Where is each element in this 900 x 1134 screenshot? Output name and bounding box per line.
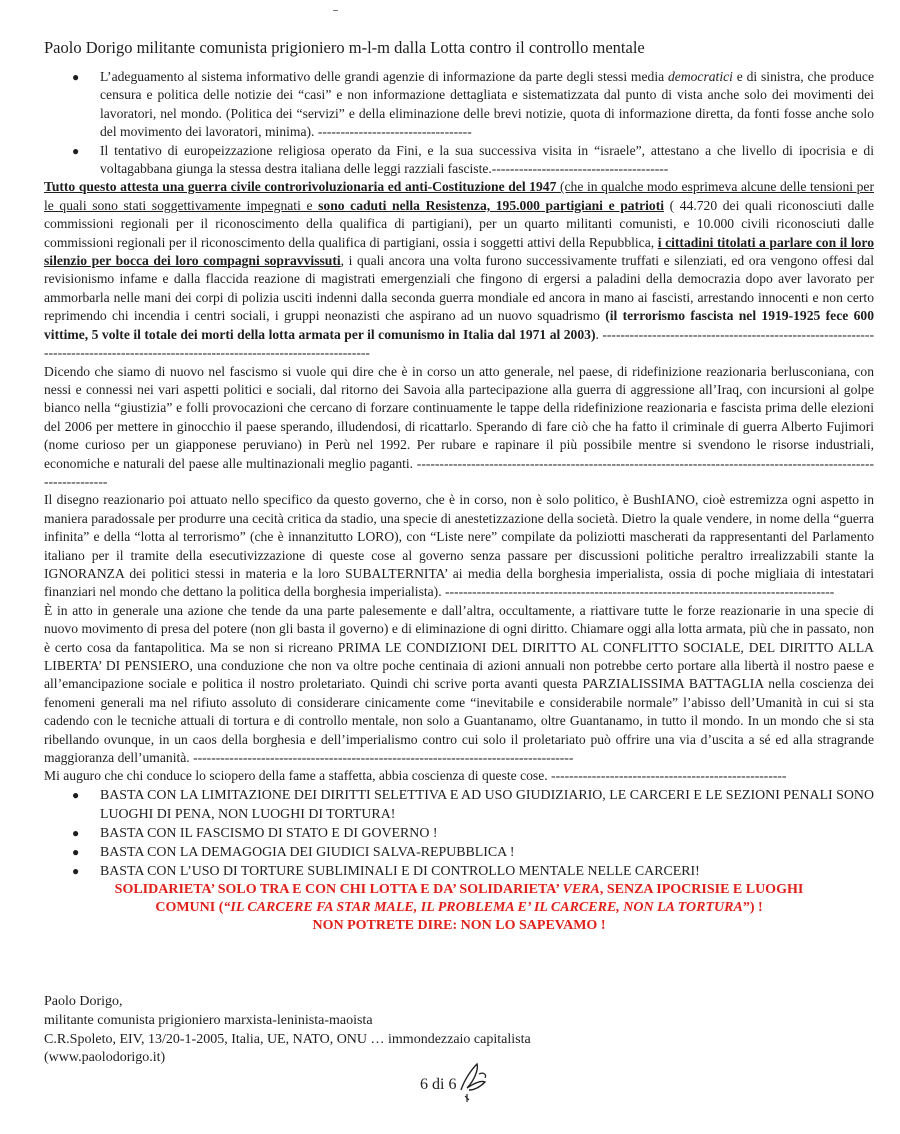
signature-line: C.R.Spoleto, EIV, 13/20-1-2005, Italia, UE, NATO, ONU … immondezzaio capitalista: [44, 1031, 531, 1047]
bold-text: (il terrorismo fascista nel 1919-1925 fece 600 vittime, 5 volte il totale dei morti della lotta armata per il comunismo in Italia dal 1971 al 2003): [44, 308, 874, 342]
bullet-icon: ●: [72, 863, 80, 878]
list-item: [44, 862, 874, 881]
list-item: [44, 786, 874, 824]
underlined-text: (che in qualche modo esprimeva alcune delle tensioni per le quali sono stati soggettivamente impegnati: [44, 179, 874, 213]
document-body: [44, 68, 874, 935]
intro-bullet-list: [44, 68, 874, 178]
list-item: [44, 843, 874, 862]
handwritten-initials-icon: [455, 1060, 495, 1104]
paragraph-guerra-civile: [44, 178, 874, 362]
bullet-text: BASTA CON LA LIMITAZIONE DEI DIRITTI SELETTIVA E AD USO GIUDIZIARIO, LE CARCERI E LE SEZIONI PENALI SONO LUOGHI DI PENA, NON LUOGHI DI TORTURA!: [100, 787, 874, 822]
slogan-line: NON POTRETE DIRE: NON LO SAPEVAMO !: [312, 917, 606, 933]
list-item: [44, 142, 874, 179]
bullet-text: BASTA CON IL FASCISMO DI STATO E DI GOVERNO !: [100, 825, 438, 841]
bold-underlined-text: Tutto questo attesta una guerra civile controrivoluzionaria ed anti-Costituzione del 1947: [44, 179, 557, 195]
bullet-icon: ●: [72, 844, 80, 859]
paragraph-azione-reazionaria: È in atto in generale una azione che tende da una parte palesemente e dall’altra, occultamente, a riattivare tutte le forze reazionarie in una specie di nuovo movimento di presa del potere (non gli basta il governo) e di eliminazione di ogni diritto. Chiamare oggi alla lotta armata, più che in passato, non è certo cosa da fantapolitica. Ma se non si ricreano PRIMA LE CONDIZIONI DEL DIRITTO AL CONFLITTO SOCIALE, DEL DIRITTO ALLA LIBERTA’ DI PENSIERO, una conduzione che non va oltre poche centinaia di azioni annuali non potrebbe certo portare alla libertà il nostro paese e all’emancipazione sociale e politica il nostro proletariato. Quindi chi scrive porta avanti questa PARZIALISSIMA BATTAGLIA nella coscienza dei fenomeni generali ma nel rifiuto assoluto di considerare cinicamente come “inevitabile e considerabile normale” l’abisso dell’Umanità in cui si sta cadendo con le tecniche attuali di tortura e di controllo mentale, non solo a Guantanamo, oltre Guantanamo, in tutto il mondo. In un mondo che si sta ribellando ovunque, in un caos della borghesia e dell’imperialismo contro cui solo il proletariato può offrire una via d’uscita a sé ed alla stragrande maggioranza dell’umanità. ------------------------------------------------------------------------------------: [44, 602, 874, 766]
scan-mark: [333, 10, 338, 11]
slogan-text-italic: VERA: [562, 881, 600, 897]
solidarity-slogan: [44, 881, 874, 935]
slogan-text: COMUNI (: [155, 899, 224, 915]
page-number: 6 di 6: [420, 1076, 457, 1093]
slogan-text: , SENZA IPOCRISIE E LUOGHI: [599, 881, 804, 897]
bullet-icon: ●: [72, 70, 80, 84]
paragraph-fascismo: Dicendo che siamo di nuovo nel fascismo si vuole qui dire che è in corso un atto generale, nel paese, di ridefinizione reazionaria berlusconiana, con nessi e connessi nei vari aspetti politici e sociali, dal ritorno dei Savoia alla partecipazione alla guerra di aggressione all’Iraq, con incursioni al golpe bianco nella “giustizia” e folli provocazioni che cercano di forzare continuamente le tappe della ridefinizione reazionaria e fascista prima delle elezioni del 2006 per mettere in ginocchio il paese sperando, illudendosi, di ricattarlo. Sperando di fare ciò che ha fatto il criminale di guerra Alberto Fujimori (nome curioso per un giapponese peruviano) in Perù nel 1992. Per rubare e rapinare il più possibile mentre si svendono le risorse industriali, economiche e naturali del paese alle multinazionali meglio paganti. -------------------------------------------------------------------------------------------------------------------: [44, 363, 874, 489]
underlined-text: e: [300, 197, 319, 213]
bullet-text: L’adeguamento al sistema informativo delle grandi agenzie di informazione da parte degli stessi media: [100, 69, 668, 84]
paragraph-text: , i quali ancora una volta furono successivamente truffati e silenziati, ed ora vengono offesi dal revisionismo infame e dalla flaccida reazione di magistrati emergenziali che fingono di ergersi a paladini della democrazia dopo aver lavorato per ammorbarla nelle mani dei corpi di polizia usciti indenni dalla seconda guerra mondiale ed ancora in mano ai fascisti, arrestando innocenti e non certo reprimendo chi incendia i centri sociali, i gruppi neonazisti che aspirano ad un nuovo squadrismo: [44, 253, 874, 324]
bullet-text: BASTA CON L’USO DI TORTURE SUBLIMINALI E DI CONTROLLO MENTALE NELLE CARCERI!: [100, 863, 700, 879]
bold-underlined-text: i cittadini titolati a parlare con il loro silenzio per bocca dei loro compagni sopravvissuti: [44, 234, 875, 269]
bullet-text: BASTA CON LA DEMAGOGIA DEI GIUDICI SALVA-REPUBBLICA !: [100, 844, 515, 860]
signature-block: [44, 993, 644, 1068]
signature-line: militante comunista prigioniero marxista-leninista-maoista: [44, 1012, 373, 1028]
basta-bullet-list: [44, 786, 874, 881]
paragraph-text: ( 44.720 dei quali riconosciuti dalle commissioni regionali per il riconoscimento della qualifica di partigiani), per un quarto militanti comunisti, e 10.000 civili riconosciuti dalle commissioni regionali per il riconoscimento della qualifica di partigiani, ossia i soggetti attivi della Repubblica,: [44, 197, 874, 250]
bullet-text: e di sinistra, che produce censura e politica delle notizie dei “casi” e non informazione dettagliata e sistematizzata dal punto di vista anche solo dei movimenti dei lavoratori, nel mondo. (Politica dei “servizi” e della eliminazione delle brevi notizie, quota di informazione diretta, da fonti fosse anche solo del movimento dei lavoratori, minima). ----------------------------------: [100, 69, 874, 140]
bullet-icon: ●: [72, 825, 80, 840]
signature-line: (www.paolodorigo.it): [44, 1050, 166, 1066]
bullet-icon: ●: [72, 787, 80, 802]
signature-line: Paolo Dorigo,: [44, 994, 123, 1009]
list-item: [44, 68, 874, 142]
paragraph-text: . ------------------------------------------------------------------------------------------------------------------------------------: [44, 326, 874, 361]
list-item: [44, 824, 874, 843]
slogan-line: [44, 881, 874, 899]
bullet-text: Il tentativo di europeizzazione religiosa operato da Fini, e la sua successiva visita in “israele”, attestano a che livello di ipocrisia e di voltagabbana giunga la stessa destra italiana delle leggi razziali fasciste.---------------------------------------: [100, 142, 874, 177]
slogan-line: [44, 899, 874, 917]
slogan-text: SOLIDARIETA’ SOLO TRA E CON CHI LOTTA E DA’ SOLIDARIETA’: [114, 881, 563, 897]
document-header: Paolo Dorigo militante comunista prigioniero m-l-m dalla Lotta contro il controllo mentale: [44, 38, 645, 57]
bullet-icon: ●: [72, 143, 80, 158]
paragraph-disegno-reazionario: Il disegno reazionario poi attuato nello specifico da questo governo, che è in corso, non è solo politico, è BushIANO, cioè estremizza ogni aspetto in maniera paradossale per produrre una cecità critica da stadio, una specie di anestetizzazione della società. Dietro la quale vendere, in nome della “guerra infinita” e della “lotta al terrorismo” (che è innanzitutto LORO), con “Liste nere” compilate da poliziotti mascherati da rappresentanti del Parlamento italiano per il tramite della esecutivizzazione di queste cose al governo senza passare per discussioni politiche peraltro irrealizzabili stante la IGNORANZA dei politici stessi in materia e la loro SUBALTERNITA’ ai media della borghesia imperialista, ossia di poche migliaia di intestatari finanziari nel mondo che dettano la politica della borghesia imperialista). --------------------------------------------------------------------------------------: [44, 492, 874, 600]
slogan-text-italic: “IL CARCERE FA STAR MALE, IL PROBLEMA E’ IL CARCERE, NON LA TORTURA: [223, 899, 743, 915]
paragraph-sciopero: Mi auguro che chi conduce lo sciopero della fame a staffetta, abbia coscienza di queste cose. ----------------------------------------------------: [44, 768, 787, 784]
slogan-text: ”) !: [742, 899, 763, 915]
bold-underlined-text: sono caduti nella Resistenza, 195.000 partigiani e patrioti: [318, 197, 665, 213]
bullet-text-italic: democratici: [667, 69, 733, 84]
